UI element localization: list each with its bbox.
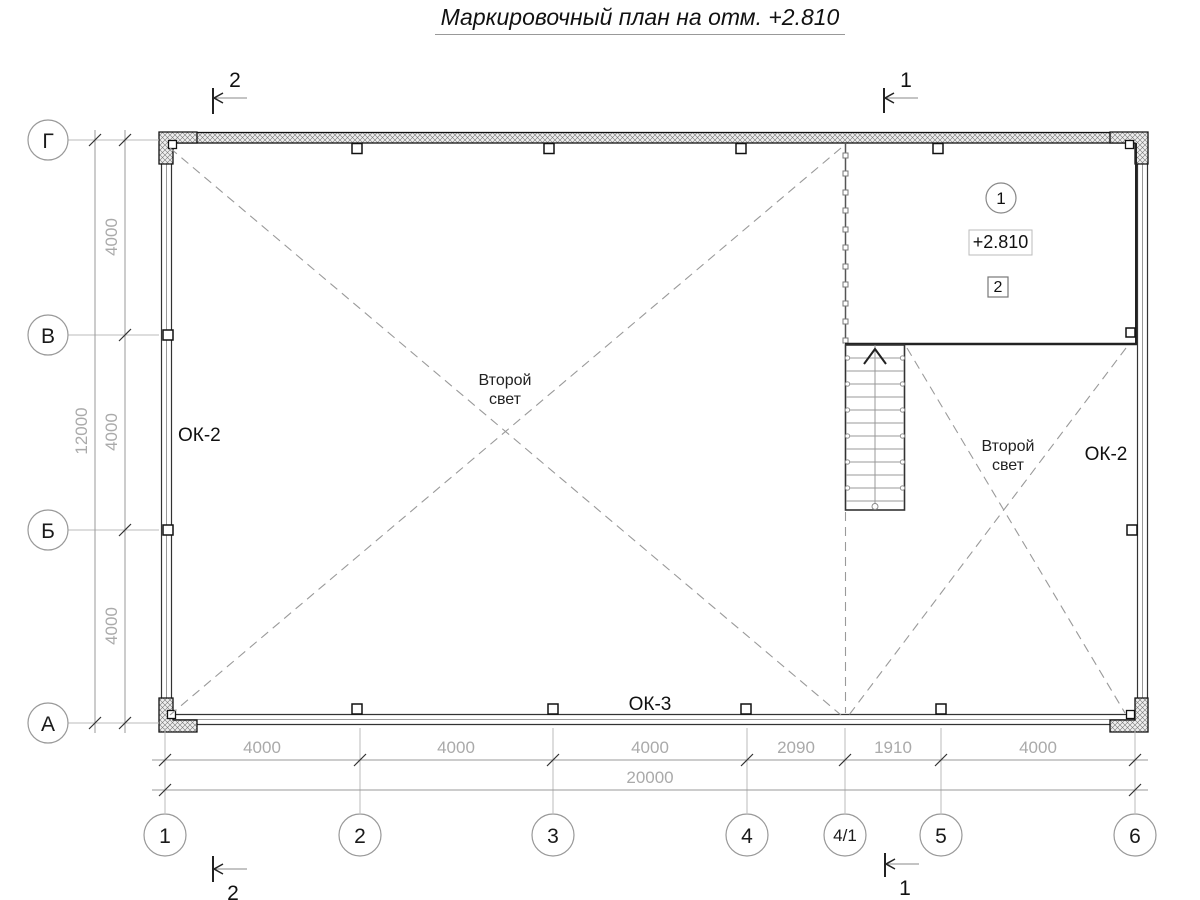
window-band-left	[162, 133, 172, 727]
svg-text:4000: 4000	[1019, 738, 1057, 757]
window-mark-left: ОК-2	[178, 425, 221, 446]
staircase	[845, 345, 904, 510]
row-axis-bubbles	[28, 120, 68, 743]
svg-text:4000: 4000	[243, 738, 281, 757]
col-axis-label: 5	[935, 825, 947, 848]
horizontal-dimension-labels	[243, 738, 1057, 787]
svg-text:4000: 4000	[437, 738, 475, 757]
room-annotations	[969, 183, 1032, 297]
window-band-bottom	[160, 715, 1148, 725]
column-axis-bubbles	[144, 814, 1156, 856]
window-mark-right: ОК-2	[1084, 444, 1128, 465]
section-marker-1-top	[884, 69, 918, 113]
section-marker-2-bottom	[213, 856, 247, 900]
row-axis-label: Г	[42, 130, 54, 153]
second-light-line1: Второй	[981, 438, 1035, 455]
col-axis-label: 3	[547, 825, 559, 848]
section-marker-2-top	[213, 69, 247, 114]
second-light-label-right	[982, 438, 1035, 474]
col-axis-label: 2	[354, 825, 366, 848]
window-band-right	[1138, 133, 1148, 727]
section-marker-1-bottom	[885, 853, 919, 900]
svg-text:4000: 4000	[631, 738, 669, 757]
svg-text:4000: 4000	[102, 607, 121, 645]
room-corner-marker	[1126, 328, 1135, 337]
drawing-title	[0, 4, 1200, 31]
column-markers	[163, 144, 1137, 715]
second-light-line2: свет	[991, 457, 1025, 474]
section-label: 2	[227, 882, 239, 900]
dimension-lines	[95, 130, 1148, 790]
elevation-value: +2.810	[972, 232, 1029, 252]
second-light-line2: свет	[488, 391, 522, 408]
wall-top-hatched	[160, 133, 1148, 144]
col-axis-label: 1	[159, 825, 171, 848]
room-number: 1	[996, 189, 1006, 208]
corner-columns	[159, 132, 1148, 732]
total-width-dimension: 20000	[626, 768, 674, 787]
svg-text:4000: 4000	[102, 218, 121, 256]
row-axis-label: А	[40, 713, 56, 736]
window-marks	[178, 425, 1127, 715]
svg-text:1910: 1910	[874, 738, 912, 757]
svg-text:2090: 2090	[777, 738, 815, 757]
second-light-label-main	[479, 372, 532, 408]
col-axis-label: 4/1	[833, 826, 857, 845]
col-axis-label: 4	[741, 825, 753, 848]
vertical-dimension-labels	[72, 218, 121, 645]
second-light-line1: Второй	[478, 372, 532, 389]
window-mark-bottom: ОК-3	[628, 694, 672, 715]
drawing-title-text: Маркировочный план на отм. +2.810	[435, 4, 846, 35]
section-label: 1	[900, 69, 912, 92]
col-axis-label: 6	[1129, 825, 1141, 848]
section-label: 1	[899, 877, 911, 900]
section-label: 2	[229, 69, 241, 92]
room-1	[843, 143, 1137, 344]
partition-mark: 2	[993, 279, 1003, 296]
total-height-dimension: 12000	[72, 407, 91, 455]
svg-text:4000: 4000	[102, 413, 121, 451]
row-axis-label: Б	[41, 520, 55, 543]
row-axis-label: В	[40, 325, 56, 348]
exterior-walls	[159, 132, 1148, 732]
